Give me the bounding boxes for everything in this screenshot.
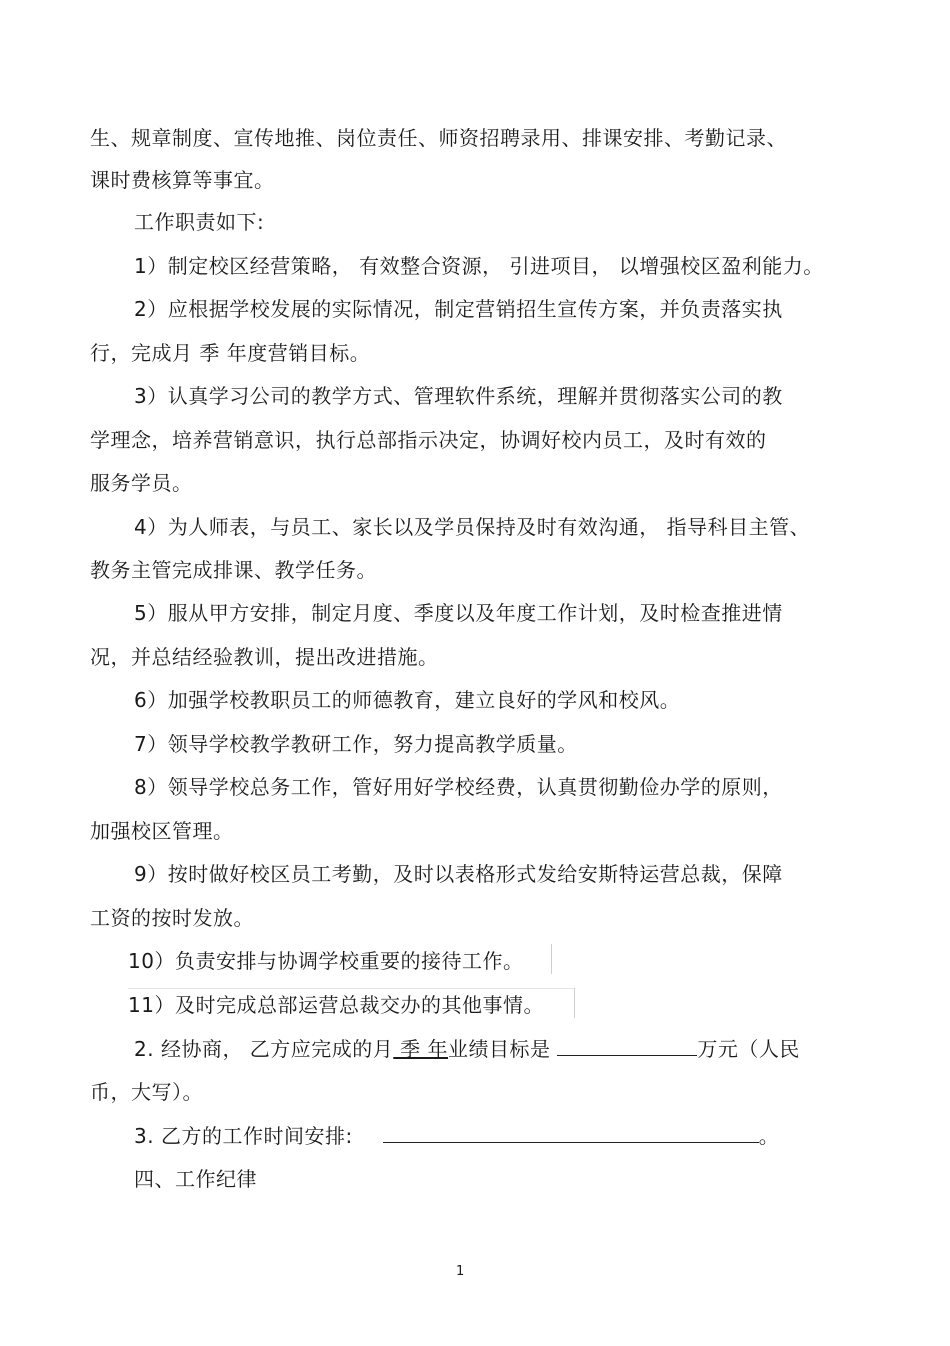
- duty-item-3: 3）认真学习公司的教学方式、管理软件系统，理解并贯彻落实公司的教: [134, 384, 783, 408]
- text-line: 课时费核算等事宜。: [90, 168, 275, 192]
- target-clause-text: 2. 经协商， 乙方应完成的月: [134, 1037, 394, 1061]
- duty-item-5-cont: 况，并总结经验教训，提出改进措施。: [90, 645, 439, 669]
- scan-artifact-line: [574, 988, 575, 1018]
- duty-item-1: 1）制定校区经营策略， 有效整合资源， 引进项目， 以增强校区盈利能力。: [134, 254, 824, 278]
- duty-item-4-cont: 教务主管完成排课、教学任务。: [90, 558, 377, 582]
- duty-item-10: 10）负责安排与协调学校重要的接待工作。: [128, 949, 524, 973]
- amount-blank: [557, 1035, 697, 1056]
- scan-artifact-line: [551, 944, 552, 974]
- page-number: 1: [456, 1264, 465, 1279]
- text-line: 生、规章制度、宣传地推、岗位责任、师资招聘录用、排课安排、考勤记录、: [90, 126, 787, 150]
- target-clause-cont: 币，大写）。: [90, 1080, 203, 1104]
- duty-item-3-cont: 学理念，培养营销意识，执行总部指示决定，协调好校内员工，及时有效的: [90, 428, 767, 452]
- target-clause-text: 万元（人民: [697, 1037, 800, 1061]
- scan-artifact-line: [128, 988, 574, 989]
- duty-item-9-cont: 工资的按时发放。: [90, 906, 254, 930]
- section-heading: 工作职责如下:: [134, 210, 265, 234]
- target-clause-text: 业绩目标是: [448, 1037, 558, 1061]
- duty-item-8: 8）领导学校总务工作，管好用好学校经费，认真贯彻勤俭办学的原则，: [134, 775, 783, 799]
- duty-item-6: 6）加强学校教职员工的师德教育，建立良好的学风和校风。: [134, 688, 681, 712]
- duty-item-7: 7）领导学校教学教研工作，努力提高教学质量。: [134, 732, 578, 756]
- work-time-text: 3. 乙方的工作时间安排:: [134, 1124, 353, 1148]
- work-time-text: 。: [758, 1124, 780, 1148]
- duty-item-3-cont: 服务学员。: [90, 471, 193, 495]
- work-time-blank: [383, 1122, 759, 1143]
- section-heading: 四、工作纪律: [134, 1167, 257, 1191]
- period-fill-in: 季 年: [393, 1037, 449, 1061]
- duty-item-2: 2）应根据学校发展的实际情况，制定营销招生宣传方案，并负责落实执: [134, 297, 783, 321]
- duty-item-9: 9）按时做好校区员工考勤，及时以表格形式发给安斯特运营总裁，保障: [134, 862, 783, 886]
- duty-item-2-cont: 行，完成月 季 年度营销目标。: [90, 341, 371, 365]
- duty-item-11: 11）及时完成总部运营总裁交办的其他事情。: [128, 993, 544, 1017]
- duty-item-4: 4）为人师表，与员工、家长以及学员保持及时有效沟通， 指导科目主管、: [134, 515, 811, 539]
- duty-item-5: 5）服从甲方安排，制定月度、季度以及年度工作计划，及时检查推进情: [134, 601, 783, 625]
- duty-item-8-cont: 加强校区管理。: [90, 819, 234, 843]
- target-clause: [134, 1035, 800, 1063]
- work-time-clause: [134, 1122, 779, 1150]
